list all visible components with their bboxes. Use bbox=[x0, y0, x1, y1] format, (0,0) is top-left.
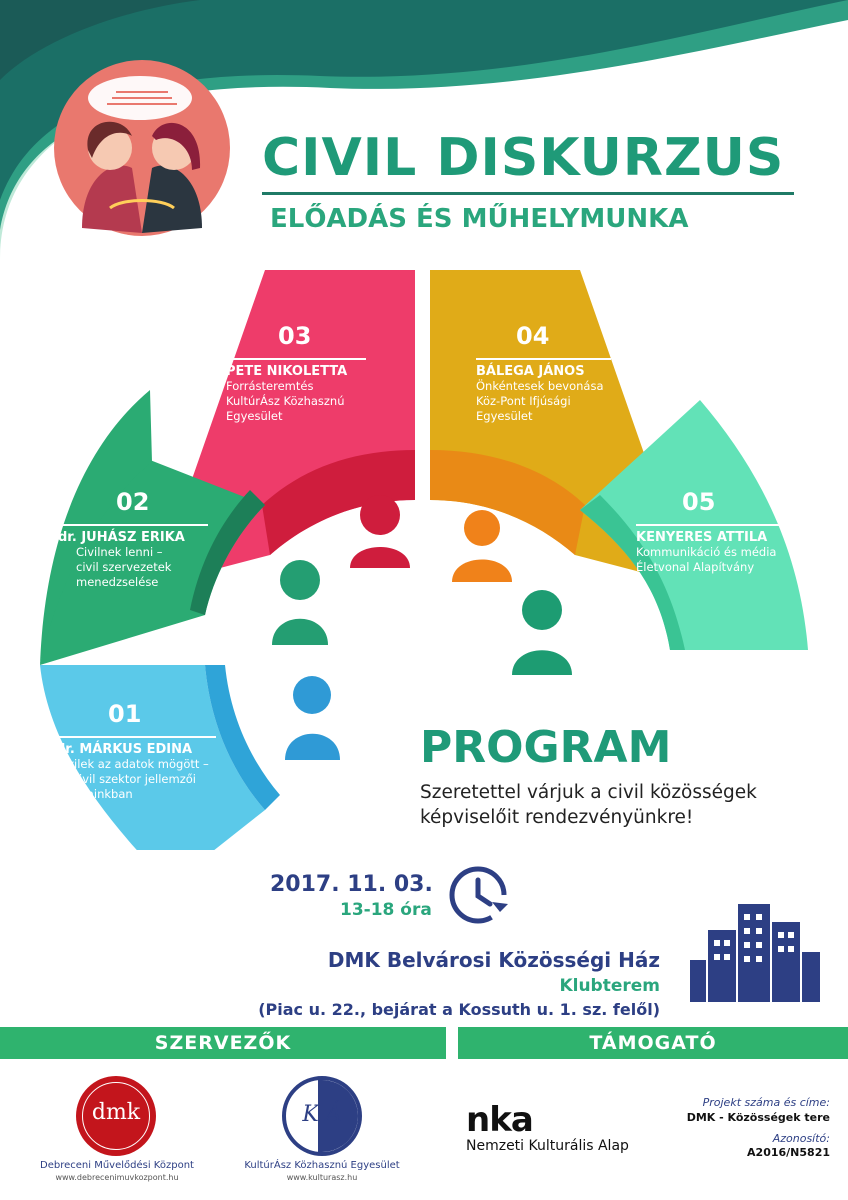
supporter-name: Nemzeti Kulturális Alap bbox=[466, 1138, 629, 1154]
speaker-number: 04 bbox=[516, 322, 550, 350]
speaker-desc: Egyesület bbox=[226, 408, 283, 423]
speaker-desc: Egyesület bbox=[476, 408, 533, 423]
nka-logo: nka bbox=[466, 1100, 533, 1140]
speaker-name: PETE NIKOLETTA bbox=[226, 363, 348, 379]
speaker-number: 03 bbox=[278, 322, 312, 350]
speaker-desc: napjainkban bbox=[62, 786, 133, 801]
speaker-desc: Önkéntesek bevonása bbox=[476, 378, 604, 393]
speech-bubble-women-icon bbox=[52, 58, 232, 238]
speaker-desc: Civilnek lenni – bbox=[76, 544, 163, 559]
speaker-name: BÁLEGA JÁNOS bbox=[476, 363, 585, 379]
id-value: A2016/N5821 bbox=[747, 1146, 830, 1159]
title-divider bbox=[262, 192, 794, 195]
project-value: DMK - Közösségek tere bbox=[686, 1111, 830, 1124]
org2-url[interactable]: www.kulturasz.hu bbox=[286, 1173, 358, 1182]
speaker-desc: Életvonal Alapítvány bbox=[636, 559, 755, 574]
venue-address: (Piac u. 22., bejárat a Kossuth u. 1. sz. felől) bbox=[258, 1000, 660, 1019]
speaker-name: dr. MÁRKUS EDINA bbox=[56, 741, 193, 757]
id-label: Azonosító: bbox=[772, 1132, 830, 1145]
dmk-logo bbox=[76, 1076, 156, 1156]
organizers-bar: SZERVEZŐK bbox=[0, 1027, 446, 1059]
dmk-logo-text: dmk bbox=[91, 1100, 141, 1125]
conversation-illustration bbox=[52, 58, 232, 238]
speaker-number: 01 bbox=[108, 700, 142, 728]
project-label: Projekt száma és címe: bbox=[702, 1096, 830, 1109]
speaker-desc: menedzselése bbox=[76, 574, 159, 589]
event-date: 2017. 11. 03. bbox=[270, 872, 433, 897]
speaker-desc: Forrásteremtés bbox=[226, 378, 314, 393]
program-heading: PROGRAM bbox=[420, 722, 672, 773]
city-buildings-icon bbox=[686, 900, 826, 1002]
supporter-bar: TÁMOGATÓ bbox=[458, 1027, 848, 1059]
speaker-04 bbox=[476, 322, 636, 424]
page-subtitle: ELŐADÁS ÉS MŰHELYMUNKA bbox=[270, 204, 689, 234]
speaker-02 bbox=[58, 488, 218, 590]
event-time: 13-18 óra bbox=[340, 900, 432, 920]
person-icons bbox=[272, 495, 572, 760]
org2-name: KultúrÁsz Közhasznú Egyesület bbox=[244, 1160, 400, 1171]
speaker-number: 05 bbox=[682, 488, 716, 516]
venue-room: Klubterem bbox=[559, 976, 660, 996]
speaker-01 bbox=[56, 700, 236, 802]
speaker-desc: civil szervezetek bbox=[76, 559, 172, 574]
speaker-desc: Kommunikáció és média bbox=[636, 544, 777, 559]
speaker-desc: a civil szektor jellemzői bbox=[62, 771, 196, 786]
kulturasz-logo-text: K Á bbox=[302, 1102, 342, 1127]
speaker-desc: Civilek az adatok mögött – bbox=[56, 756, 209, 771]
org1-name: Debreceni Művelődési Központ bbox=[40, 1160, 194, 1171]
speaker-desc: Köz-Pont Ifjúsági bbox=[476, 393, 571, 408]
speaker-number: 02 bbox=[116, 488, 150, 516]
invitation-line: képviselőit rendezvényünkre! bbox=[420, 807, 694, 828]
kulturasz-logo bbox=[282, 1076, 362, 1156]
speaker-name: dr. JUHÁSZ ERIKA bbox=[58, 529, 185, 545]
venue-name: DMK Belvárosi Közösségi Ház bbox=[327, 948, 660, 972]
invitation-text bbox=[420, 780, 757, 830]
page-title: CIVIL DISKURZUS bbox=[262, 128, 785, 188]
org1-url[interactable]: www.debrecenimuvkozpont.hu bbox=[55, 1173, 179, 1182]
invitation-line: Szeretettel várjuk a civil közösségek bbox=[420, 782, 757, 803]
speaker-03 bbox=[226, 322, 398, 424]
clock-icon bbox=[444, 860, 520, 930]
speaker-desc: KultúrÁsz Közhasznú bbox=[226, 393, 345, 408]
speaker-name: KENYERES ATTILA bbox=[636, 529, 768, 545]
speaker-05 bbox=[636, 488, 806, 575]
